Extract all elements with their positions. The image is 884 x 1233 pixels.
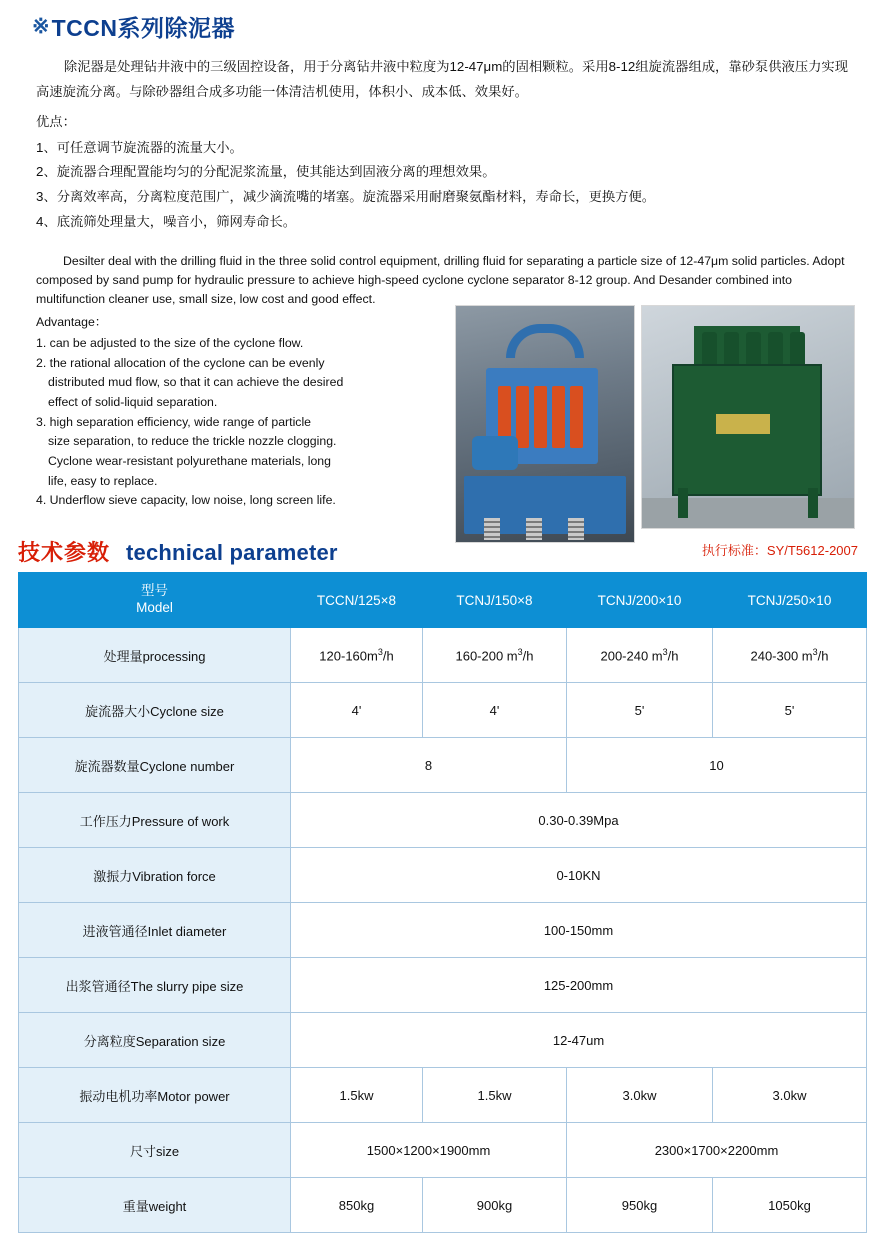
column-header-model-2: TCNJ/150×8 <box>423 573 567 628</box>
table-row <box>19 793 867 848</box>
column-header-model-3: TCNJ/200×10 <box>567 573 713 628</box>
column-header-model <box>19 573 291 628</box>
table-row <box>19 628 867 683</box>
table-row <box>19 903 867 958</box>
table-cell: 240-300 $m^3/h$ <box>713 628 867 683</box>
spec-table-wrapper <box>18 572 866 1233</box>
photo-shape-cyclone <box>534 386 547 448</box>
table-cell: 2300×1700×2200mm <box>567 1123 867 1178</box>
table-cell: 8 <box>291 738 567 793</box>
table-cell: 1500×1200×1900mm <box>291 1123 567 1178</box>
photo-shape-leg <box>678 488 688 518</box>
list-item: 2、旋流器合理配置能均匀的分配泥浆流量，使其能达到固液分离的理想效果。 <box>36 164 496 180</box>
photo-shape-motor <box>472 436 518 470</box>
table-row <box>19 683 867 738</box>
table-cell: 850kg <box>291 1178 423 1233</box>
table-cell: 1.5kw <box>291 1068 423 1123</box>
spec-table-body <box>19 628 867 1233</box>
row-label: 振动电机功率Motor power <box>19 1068 291 1123</box>
table-cell: 1.5kw <box>423 1068 567 1123</box>
table-cell: 100-150mm <box>291 903 867 958</box>
list-item: Cyclone wear-resistant polyurethane materials, long <box>48 454 331 469</box>
row-label: 处理量processing <box>19 628 291 683</box>
list-item: 3、分离效率高，分离粒度范围广，减少滴流嘴的堵塞。旋流器采用耐磨聚氨酯材料，寿命长，更换方便。 <box>36 188 656 204</box>
chinese-advantage-title: 优点： <box>36 114 76 130</box>
row-label: 进液管通径Inlet diameter <box>19 903 291 958</box>
table-cell: 160-200 $m^3/h$ <box>423 628 567 683</box>
row-label: 激振力Vibration force <box>19 848 291 903</box>
table-header-row <box>19 573 867 628</box>
spec-table <box>18 572 867 1233</box>
table-row <box>19 958 867 1013</box>
desilter-green-machine-photo <box>641 305 855 529</box>
section-heading-cn: 技术参数 <box>18 540 111 565</box>
row-label: 分离粒度Separation size <box>19 1013 291 1068</box>
column-header-model-1: TCCN/125×8 <box>291 573 423 628</box>
list-item: effect of solid-liquid separation. <box>48 394 218 409</box>
title-mark-icon: ※ <box>32 15 50 38</box>
section-heading <box>18 536 338 567</box>
page-title-text: TCCN系列除泥器 <box>51 15 235 41</box>
photo-shape-cyclone <box>552 386 565 448</box>
row-label: 尺寸size <box>19 1123 291 1178</box>
column-header-model-4: TCNJ/250×10 <box>713 573 867 628</box>
column-header-model-cn: 型号 <box>141 583 168 599</box>
table-cell: 3.0kw <box>567 1068 713 1123</box>
list-item: 1、可任意调节旋流器的流量大小。 <box>36 139 243 155</box>
row-label: 旋流器大小Cyclone size <box>19 683 291 738</box>
table-cell: 10 <box>567 738 867 793</box>
list-item: 4. Underflow sieve capacity, low noise, long screen life. <box>36 493 336 508</box>
row-label: 工作压力Pressure of work <box>19 793 291 848</box>
chinese-advantage-list <box>36 136 850 234</box>
english-advantage-list <box>36 334 436 510</box>
list-item: 3. high separation efficiency, wide range of particle <box>36 414 312 429</box>
photo-shape-cyclone <box>570 386 583 448</box>
standard-note: 执行标准：SY/T5612-2007 <box>701 543 858 558</box>
table-cell: 900kg <box>423 1178 567 1233</box>
table-cell: 3.0kw <box>713 1068 867 1123</box>
table-cell: 950kg <box>567 1178 713 1233</box>
table-row <box>19 848 867 903</box>
table-cell: 1050kg <box>713 1178 867 1233</box>
product-photo-gallery <box>455 305 855 545</box>
english-intro-paragraph: Desilter deal with the drilling fluid in the three solid control equipment, drilling fluid for separating a particle size of 12-47μm solid particles. Adopt composed by sand pump for hydraulic pressure to achieve high-speed cyclone cyclone separator 8-12 group. And Desander combined into multifunction cleaner use, small size, low cost and good effect. <box>36 254 845 306</box>
chinese-description-block <box>18 55 866 234</box>
photo-shape-spring <box>526 518 542 540</box>
table-cell: 5' <box>567 683 713 738</box>
row-label: 旋流器数量Cyclone number <box>19 738 291 793</box>
list-item: 1. can be adjusted to the size of the cyclone flow. <box>36 335 304 350</box>
photo-shape-spring <box>568 518 584 540</box>
table-row <box>19 1013 867 1068</box>
photo-shape-ground <box>642 498 854 528</box>
table-row <box>19 738 867 793</box>
photo-shape-pipe <box>506 324 584 358</box>
table-cell: 4' <box>423 683 567 738</box>
table-cell: $120-160m^3/h$ <box>291 628 423 683</box>
row-label: 重量weight <box>19 1178 291 1233</box>
column-header-model-en: Model <box>136 600 173 615</box>
table-cell: 0-10KN <box>291 848 867 903</box>
table-row <box>19 1123 867 1178</box>
section-heading-en: technical parameter <box>126 540 338 565</box>
list-item: life, easy to replace. <box>48 473 158 488</box>
list-item: 2. the rational allocation of the cyclone can be evenly <box>36 355 325 370</box>
photo-shape-spring <box>484 518 500 540</box>
photo-shape-cyclone <box>516 386 529 448</box>
table-cell: 4' <box>291 683 423 738</box>
desilter-blue-machine-photo <box>455 305 635 543</box>
table-cell: 125-200mm <box>291 958 867 1013</box>
chinese-intro-paragraph: 除泥器是处理钻井液中的三级固控设备，用于分离钻井液中粒度为12-47μm的固相颗粒。采用8-12组旋流器组成，靠砂泵供液压力实现高速旋流分离。与除砂器组合成多功能一体清洁机使用，体积小、成本低、效果好。 <box>36 59 849 99</box>
list-item: 4、底流筛处理量大，噪音小，筛网寿命长。 <box>36 213 297 229</box>
table-row <box>19 1178 867 1233</box>
photo-shape-nameplate <box>716 414 770 434</box>
table-cell: 0.30-0.39Mpa <box>291 793 867 848</box>
table-cell: 200-240 $m^3/h$ <box>567 628 713 683</box>
list-item: size separation, to reduce the trickle nozzle clogging. <box>48 434 337 449</box>
english-advantage-title: Advantage： <box>36 315 108 330</box>
photo-shape-leg <box>808 488 818 518</box>
row-label: 出浆管通径The slurry pipe size <box>19 958 291 1013</box>
page-title <box>18 0 866 43</box>
table-row <box>19 1068 867 1123</box>
list-item: distributed mud flow, so that it can achieve the desired <box>48 375 344 390</box>
table-cell: 5' <box>713 683 867 738</box>
table-cell: 12-47um <box>291 1013 867 1068</box>
